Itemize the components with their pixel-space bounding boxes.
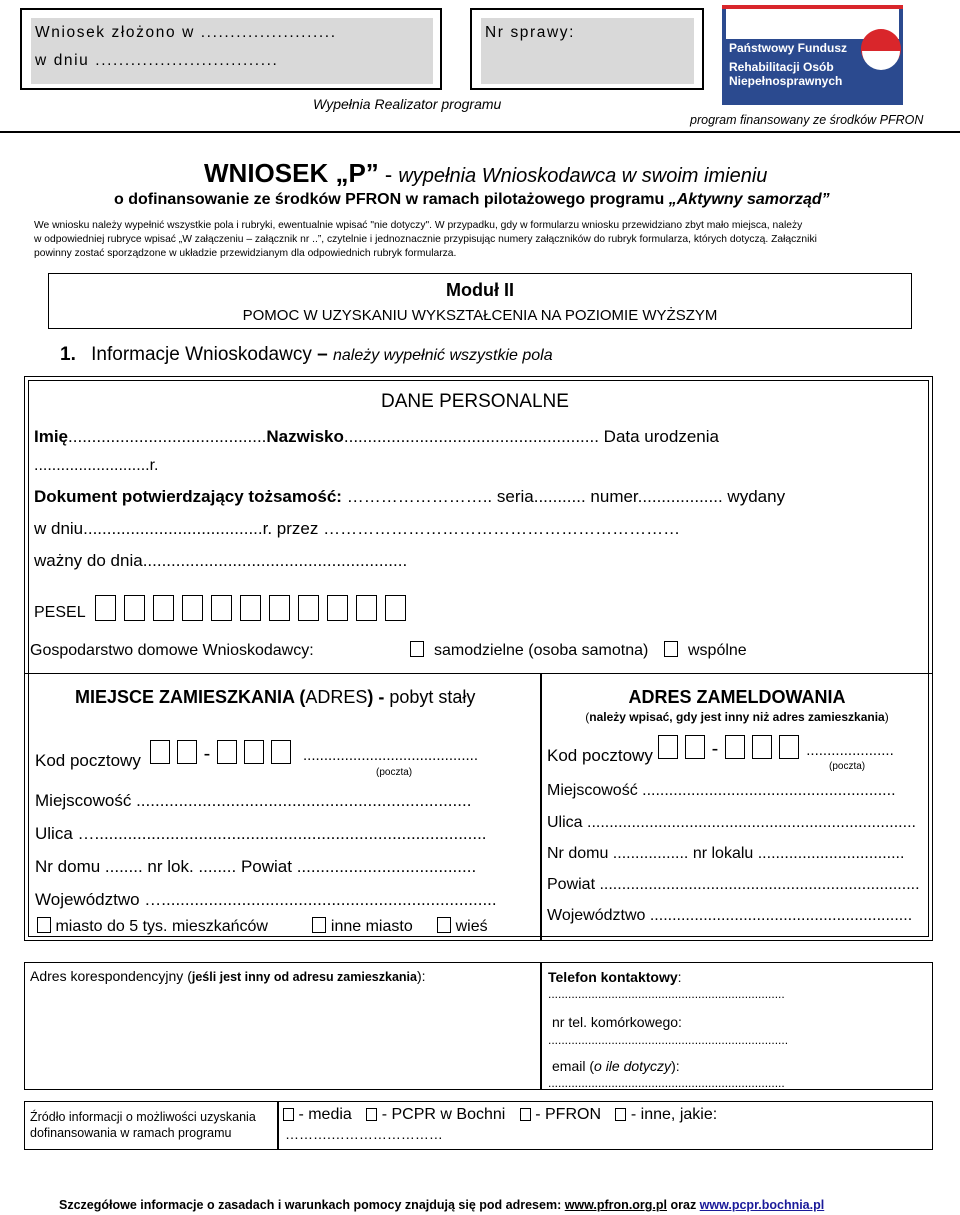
source-label-2: dofinansowania w ramach programu — [30, 1126, 232, 1140]
checkbox-icon[interactable] — [312, 917, 326, 933]
pesel-digit-box[interactable] — [182, 595, 203, 621]
phone-label: Telefon kontaktowy: — [548, 969, 682, 985]
residence-street[interactable]: Ulica …................................................................................... — [35, 824, 487, 843]
checkbox-icon[interactable] — [664, 641, 678, 657]
registration-house[interactable]: Nr domu ................. nr lokalu ................................. — [547, 845, 905, 862]
module-title: Moduł II — [446, 280, 514, 300]
section-1-heading: 1. Informacje Wnioskodawcy – należy wypełnić wszystkie pola — [60, 344, 553, 365]
registration-county[interactable]: Powiat ........................................................................ — [547, 876, 920, 893]
mobile-label: nr tel. komórkowego: — [552, 1014, 682, 1030]
pesel-digit-box[interactable] — [124, 595, 145, 621]
checkbox-icon[interactable] — [615, 1108, 626, 1121]
pcpr-link[interactable]: www.pcpr.bochnia.pl — [699, 1198, 825, 1212]
pesel-digit-box[interactable] — [153, 595, 174, 621]
logo-line-2: Rehabilitacji Osób — [729, 60, 834, 74]
checkbox-icon[interactable] — [37, 917, 51, 933]
case-number-box — [470, 8, 704, 90]
pesel-digit-box[interactable] — [385, 595, 406, 621]
case-number-label: Nr sprawy: — [485, 24, 576, 41]
pesel-digit-box[interactable] — [240, 595, 261, 621]
filled-by-note: Wypełnia Realizator programu — [313, 96, 502, 112]
residence-postcode-row: Kod pocztowy - .......................................... — [35, 740, 478, 771]
email-field[interactable]: ....................................................................... — [548, 1076, 785, 1090]
instruction-line-2: w odpowiedniej rubryce wpisać „W załączeniu – załącznik nr ..”, czytelnie i jednoznacznie przypisując numery załączników do rubryk formularza, których dotyczą. Załączniki — [34, 234, 817, 245]
logo-emblem-icon — [860, 27, 902, 75]
pesel-digit-box[interactable] — [327, 595, 348, 621]
pfron-link[interactable]: www.pfron.org.pl — [564, 1198, 668, 1212]
footer-note: Szczegółowe informacje o zasadach i warunkach pomocy znajdują się pod adresem: www.pfron.org.pl oraz www.pcpr.bochnia.pl — [59, 1198, 825, 1212]
residence-post-caption: (poczta) — [376, 767, 413, 778]
registration-street[interactable]: Ulica .......................................................................... — [547, 814, 916, 831]
residence-house[interactable]: Nr domu ........ nr lok. ........ Powiat ...................................... — [35, 857, 477, 876]
checkbox-icon[interactable] — [283, 1108, 294, 1121]
birth-date-dots: ..........................r. — [34, 457, 159, 474]
checkbox-icon[interactable] — [437, 917, 451, 933]
registry-box — [20, 8, 442, 90]
email-label: email (o ile dotyczy): — [552, 1058, 680, 1074]
submitted-label: Wniosek złożono w ....................... — [35, 24, 337, 41]
checkbox-icon[interactable] — [520, 1108, 531, 1121]
form-subtitle: o dofinansowanie ze środków PFRON w ramach pilotażowego programu „Aktywny samorząd” — [114, 191, 830, 208]
logo-line-1: Państwowy Fundusz — [729, 41, 848, 55]
postcode-digit-box[interactable] — [217, 740, 237, 764]
source-options: - media - PCPR w Bochni - PFRON - inne, jakie: — [283, 1106, 717, 1124]
pfron-logo — [722, 5, 903, 105]
module-subtitle: POMOC W UZYSKANIU WYKSZTAŁCENIA NA POZIOMIE WYŻSZYM — [242, 307, 718, 324]
postcode-digit-box[interactable] — [658, 735, 678, 759]
residence-city[interactable]: Miejscowość ....................................................................... — [35, 791, 472, 810]
name-row: Imię..........................................Nazwisko...................................................... Data urodzenia — [34, 427, 719, 446]
personal-data-heading: DANE PERSONALNE — [381, 391, 569, 412]
correspondence-label: Adres korespondencyjny (jeśli jest inny od adresu zamieszkania): — [30, 968, 426, 984]
pesel-digit-box[interactable] — [269, 595, 290, 621]
mobile-field[interactable]: ........................................................................ — [548, 1033, 789, 1047]
pesel-digit-box[interactable] — [95, 595, 116, 621]
residence-voivodeship[interactable]: Województwo …....................................................................... — [35, 890, 497, 909]
postcode-digit-box[interactable] — [779, 735, 799, 759]
residence-locality-options: miasto do 5 tys. mieszkańców inne miasto wieś — [37, 917, 488, 936]
postcode-digit-box[interactable] — [177, 740, 197, 764]
registration-heading: ADRES ZAMELDOWANIA — [628, 687, 846, 707]
pesel-input[interactable] — [95, 604, 414, 621]
pesel-digit-box[interactable] — [298, 595, 319, 621]
household-option-shared[interactable]: wspólne — [664, 641, 747, 660]
postcode-digit-box[interactable] — [271, 740, 291, 764]
pesel-label: PESEL — [34, 604, 85, 621]
registration-post-caption: (poczta) — [829, 761, 866, 772]
pesel-digit-box[interactable] — [211, 595, 232, 621]
registration-voivodeship[interactable]: Województwo ........................................................... — [547, 907, 913, 924]
registration-postcode-row: Kod pocztowy - ..................... — [547, 735, 894, 766]
residence-heading: MIEJSCE ZAMIESZKANIA (ADRES) - pobyt stały — [75, 687, 476, 707]
postcode-digit-box[interactable] — [752, 735, 772, 759]
funded-note: program finansowany ze środków PFRON — [690, 113, 924, 127]
form-title: WNIOSEK „P” - wypełnia Wnioskodawca w swoim imieniu — [204, 158, 768, 188]
module-box — [48, 273, 912, 329]
pesel-row — [34, 595, 414, 622]
date-label: w dniu ............................... — [35, 52, 279, 69]
checkbox-icon[interactable] — [366, 1108, 377, 1121]
instruction-line-1: We wniosku należy wypełnić wszystkie pola i rubryki, ewentualnie wpisać "nie dotyczy". W przypadku, gdy w formularzu wniosku przewidziano zbyt mało miejsca, należy — [34, 220, 803, 231]
pesel-digit-box[interactable] — [356, 595, 377, 621]
logo-line-3: Niepełnosprawnych — [729, 74, 843, 88]
postcode-digit-box[interactable] — [244, 740, 264, 764]
phone-field[interactable]: ....................................................................... — [548, 987, 785, 1001]
valid-until-row: ważny do dnia........................................................ — [34, 551, 408, 570]
source-label-1: Źródło informacji o możliwości uzyskania — [30, 1110, 256, 1124]
household-row: Gospodarstwo domowe Wnioskodawcy: — [30, 642, 314, 659]
household-option-single[interactable]: samodzielne (osoba samotna) — [410, 641, 648, 660]
postcode-digit-box[interactable] — [725, 735, 745, 759]
instruction-line-3: powinny zostać sporządzone w układzie przewidzianym dla odpowiednich rubryk formularza. — [34, 248, 457, 259]
issued-row: w dniu......................................r. przez ……………………………………………………… — [34, 519, 681, 538]
registration-city[interactable]: Miejscowość ......................................................... — [547, 782, 896, 799]
header-rule — [0, 131, 960, 133]
document-row: Dokument potwierdzający tożsamość: …………………….. seria........... numer.................. wydany — [34, 487, 786, 506]
source-other-field[interactable]: ……….…………………… — [285, 1126, 443, 1142]
postcode-digit-box[interactable] — [150, 740, 170, 764]
checkbox-icon[interactable] — [410, 641, 424, 657]
registration-note: (należy wpisać, gdy jest inny niż adres zamieszkania) — [585, 710, 889, 724]
postcode-digit-box[interactable] — [685, 735, 705, 759]
